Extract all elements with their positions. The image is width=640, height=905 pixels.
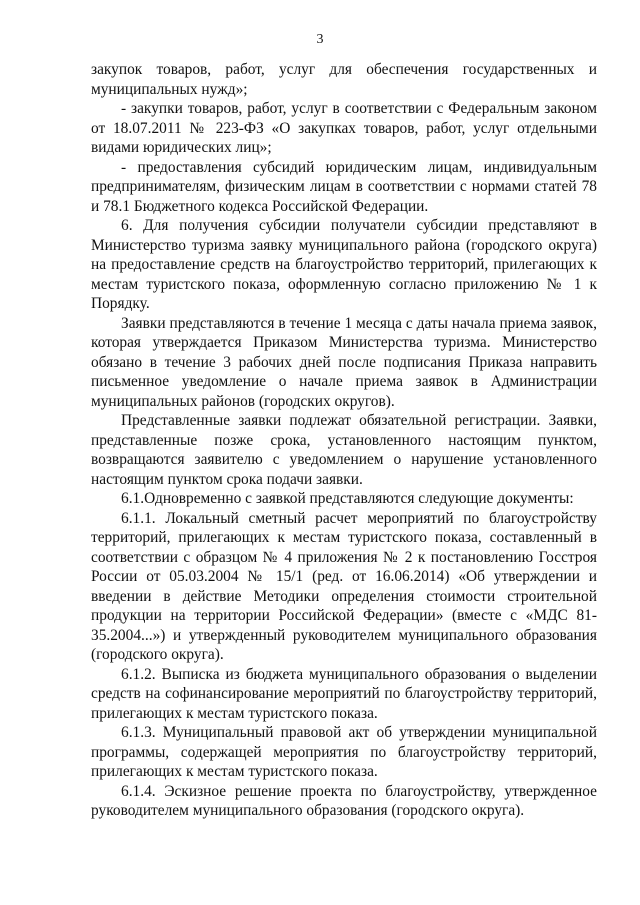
- page-number: 3: [316, 32, 324, 47]
- paragraph-item-6: 6. Для получения субсидии получатели субсидии представляют в Министерство туризма заявку муниципального района (городского округа) на предоставление средств на благоустройство территорий, прилегающих к местам туристского показа, оформленную согласно приложению № 1 к Порядку.: [91, 217, 597, 312]
- paragraph-registration: Представленные заявки подлежат обязательной регистрации. Заявки, представленные позже срока, установленного настоящим пунктом, возвращаются заявителю с уведомлением о нарушение установленного настоящим пунктом срока подачи заявки.: [91, 412, 597, 488]
- document-body: [91, 60, 597, 821]
- paragraph-application-deadline: Заявки представляются в течение 1 месяца с даты начала приема заявок, которая утверждается Приказом Министерства туризма. Министерство обязано в течение 3 рабочих дней после подписания Приказа направить письменное уведомление о начале приема заявок в Администрации муниципальных районов (городских округов).: [91, 314, 597, 410]
- paragraph-item-6-1-1: 6.1.1. Локальный сметный расчет мероприятий по благоустройству территорий, прилегающих к местам туристского показа, составленный в соответствии с образцом № 4 приложения № 2 к постановлению Госстроя России от 05.03.2004 № 15/1 (ред. от 16.06.2014) «Об утверждении и введении в действие Методики определения стоимости строительной продукции на территории Российской Федерации» (вместе с «МДС 81-35.2004...») и утвержденный руководителем муниципального образования (городского округа).: [91, 509, 597, 663]
- paragraph-continuation: закупок товаров, работ, услуг для обеспечения государственных и муниципальных нужд»;: [91, 61, 597, 98]
- paragraph-list-item-subsidies: - предоставления субсидий юридическим лицам, индивидуальным предпринимателям, физическим лицам в соответствии с нормами статей 78 и 78.1 Бюджетного кодекса Российской Федерации.: [91, 158, 597, 215]
- paragraph-item-6-1-3: 6.1.3. Муниципальный правовой акт об утверждении муниципальной программы, содержащей мероприятия по благоустройству территорий, прилегающих к местам туристского показа.: [91, 724, 597, 780]
- paragraph-item-6-1: 6.1.Одновременно с заявкой представляются следующие документы:: [121, 490, 574, 507]
- paragraph-list-item-223fz: - закупки товаров, работ, услуг в соответствии с Федеральным законом от 18.07.2011 № 223-ФЗ «О закупках товаров, работ, услуг отдельными видами юридических лиц»;: [91, 100, 597, 156]
- paragraph-item-6-1-2: 6.1.2. Выписка из бюджета муниципального образования о выделении средств на софинансирование мероприятий по благоустройству территорий, прилегающих к местам туристского показа.: [91, 665, 597, 722]
- paragraph-item-6-1-4: 6.1.4. Эскизное решение проекта по благоустройству, утвержденное руководителем муниципального образования (городского округа).: [91, 782, 597, 819]
